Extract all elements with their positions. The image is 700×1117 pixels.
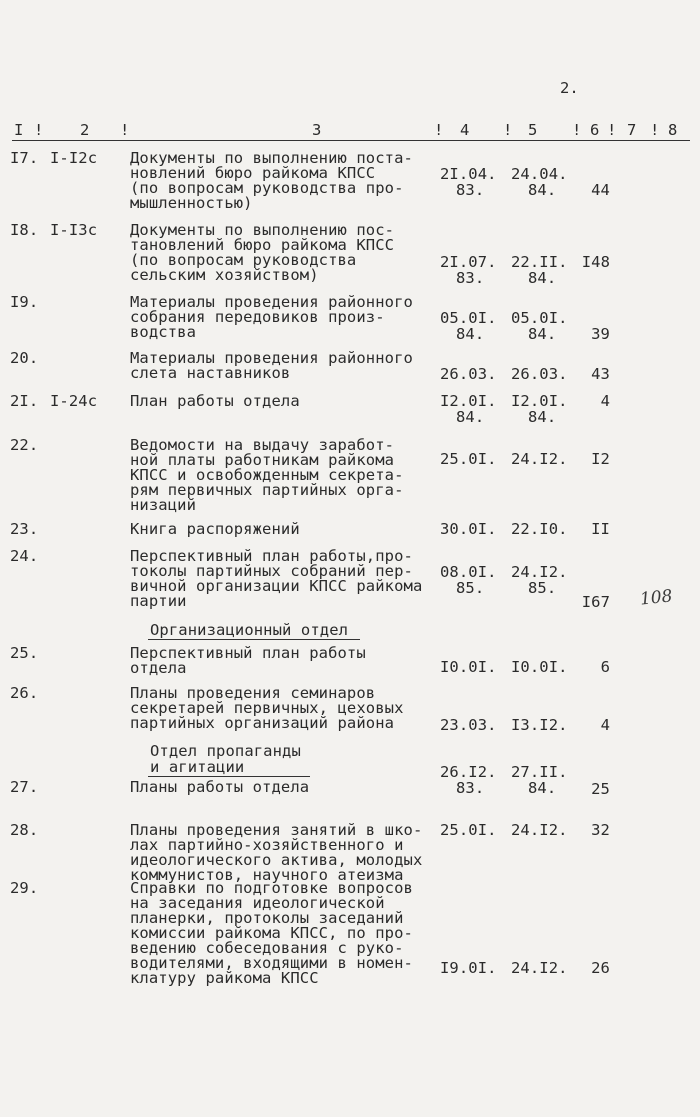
- row-title-line: (по вопросам руководства про-: [130, 179, 404, 197]
- sheet-count: 4: [600, 716, 610, 734]
- column-number-8: 8: [668, 121, 678, 139]
- row-title-line: ной платы работникам райкома: [130, 451, 395, 469]
- start-date: 85.: [456, 579, 485, 597]
- row-title-line: Справки по подготовке вопросов: [130, 879, 413, 897]
- row-title-line: водителями, входящими в номен-: [130, 954, 413, 972]
- row-title-line: Книга распоряжений: [130, 520, 300, 538]
- row-title-line: Перспективный план работы,про-: [130, 547, 413, 565]
- end-date: 24.I2.: [511, 821, 568, 839]
- row-title-line: Перспективный план работы: [130, 644, 366, 662]
- column-separator: !: [650, 121, 660, 139]
- row-title-line: лах партийно-хозяйственного и: [130, 836, 404, 854]
- row-title-line: Документы по выполнению поста-: [130, 149, 413, 167]
- header-underline: [12, 140, 690, 141]
- start-date: 2I.07.: [440, 253, 497, 271]
- handwritten-sheet-correction: 108: [639, 586, 674, 610]
- row-number: 20.: [10, 349, 39, 367]
- sheet-count: I2: [591, 450, 610, 468]
- row-number: I9.: [10, 293, 39, 311]
- end-date: 22.I0.: [511, 520, 568, 538]
- row-index: I-I2c: [50, 149, 98, 167]
- row-number: 24.: [10, 547, 39, 565]
- column-number-6: 6: [590, 121, 600, 139]
- section-underline: [148, 776, 310, 777]
- row-number: 27.: [10, 778, 39, 796]
- start-date: 83.: [456, 269, 485, 287]
- row-number: 28.: [10, 821, 39, 839]
- section-heading-organizational: Организационный отдел: [150, 621, 349, 639]
- section-underline: [148, 639, 360, 640]
- column-number-7: 7: [627, 121, 637, 139]
- row-title-line: партийных организаций района: [130, 714, 395, 732]
- column-number-3: 3: [312, 121, 322, 139]
- end-date: 27.II.: [511, 763, 568, 781]
- row-number: I8.: [10, 221, 39, 239]
- end-date: 24.I2.: [511, 959, 568, 977]
- end-date: 24.I2.: [511, 450, 568, 468]
- sheet-count: 44: [591, 181, 610, 199]
- column-number-4: 4: [460, 121, 470, 139]
- start-date: 83.: [456, 779, 485, 797]
- row-title-line: План работы отдела: [130, 392, 300, 410]
- end-date: 84.: [528, 408, 557, 426]
- start-date: 25.0I.: [440, 821, 497, 839]
- row-title-line: ведению собеседования с руко-: [130, 939, 404, 957]
- column-number-5: 5: [528, 121, 538, 139]
- column-separator: !: [434, 121, 444, 139]
- row-title-line: вичной организации КПСС райкома: [130, 577, 423, 595]
- start-date: 25.0I.: [440, 450, 497, 468]
- end-date: 84.: [528, 269, 557, 287]
- column-separator: !: [572, 121, 582, 139]
- row-title-line: Ведомости на выдачу заработ-: [130, 436, 395, 454]
- row-title-line: отдела: [130, 659, 187, 677]
- column-separator: !: [120, 121, 130, 139]
- row-title-line: Документы по выполнению пос-: [130, 221, 395, 239]
- end-date: 84.: [528, 325, 557, 343]
- start-date: I0.0I.: [440, 658, 497, 676]
- end-date: 84.: [528, 181, 557, 199]
- row-title-line: КПСС и освобожденным секрета-: [130, 466, 404, 484]
- sheet-count: I48: [581, 253, 610, 271]
- row-title-line: Планы работы отдела: [130, 778, 310, 796]
- page-number: 2.: [560, 79, 579, 97]
- row-title-line: комиссии райкома КПСС, по про-: [130, 924, 413, 942]
- end-date: I3.I2.: [511, 716, 568, 734]
- column-separator: !: [607, 121, 617, 139]
- row-title-line: Планы проведения семинаров: [130, 684, 376, 702]
- row-number: 22.: [10, 436, 39, 454]
- start-date: I9.0I.: [440, 959, 497, 977]
- row-title-line: планерки, протоколы заседаний: [130, 909, 404, 927]
- end-date: 05.0I.: [511, 309, 568, 327]
- start-date: I2.0I.: [440, 392, 497, 410]
- end-date: 26.03.: [511, 365, 568, 383]
- row-title-line: рям первичных партийных орга-: [130, 481, 404, 499]
- row-title-line: Материалы проведения районного: [130, 349, 413, 367]
- start-date: 83.: [456, 181, 485, 199]
- sheet-count: I67: [581, 593, 610, 611]
- row-title-line: токолы партийных собраний пер-: [130, 562, 413, 580]
- section-heading-agitation: и агитации: [150, 758, 245, 776]
- end-date: 84.: [528, 779, 557, 797]
- row-title-line: (по вопросам руководства: [130, 251, 357, 269]
- sheet-count: 26: [591, 959, 610, 977]
- row-title-line: сельским хозяйством): [130, 266, 319, 284]
- sheet-count: 4: [600, 392, 610, 410]
- section-heading-propaganda: Отдел пропаганды: [150, 742, 301, 760]
- start-date: 84.: [456, 325, 485, 343]
- sheet-count: 43: [591, 365, 610, 383]
- start-date: 05.0I.: [440, 309, 497, 327]
- sheet-count: 39: [591, 325, 610, 343]
- row-title-line: низаций: [130, 496, 197, 514]
- sheet-count: 25: [591, 780, 610, 798]
- start-date: 84.: [456, 408, 485, 426]
- sheet-count: 6: [600, 658, 610, 676]
- end-date: 85.: [528, 579, 557, 597]
- row-title-line: слета наставников: [130, 364, 291, 382]
- row-title-line: секретарей первичных, цеховых: [130, 699, 404, 717]
- row-number: I7.: [10, 149, 39, 167]
- start-date: 23.03.: [440, 716, 497, 734]
- end-date: I2.0I.: [511, 392, 568, 410]
- row-number: 29.: [10, 879, 39, 897]
- row-title-line: собрания передовиков произ-: [130, 308, 385, 326]
- row-title-line: Материалы проведения районного: [130, 293, 413, 311]
- start-date: 30.0I.: [440, 520, 497, 538]
- start-date: 08.0I.: [440, 563, 497, 581]
- start-date: 26.I2.: [440, 763, 497, 781]
- row-title-line: идеологического актива, молодых: [130, 851, 423, 869]
- end-date: 24.04.: [511, 165, 568, 183]
- start-date: 26.03.: [440, 365, 497, 383]
- row-number: 2I.: [10, 392, 39, 410]
- row-title-line: мышленностью): [130, 194, 253, 212]
- row-index: I-24c: [50, 392, 98, 410]
- sheet-count: 32: [591, 821, 610, 839]
- row-title-line: новлений бюро райкома КПСС: [130, 164, 376, 182]
- row-number: 23.: [10, 520, 39, 538]
- column-number-2: 2: [80, 121, 90, 139]
- end-date: I0.0I.: [511, 658, 568, 676]
- row-number: 26.: [10, 684, 39, 702]
- end-date: 24.I2.: [511, 563, 568, 581]
- start-date: 2I.04.: [440, 165, 497, 183]
- row-index: I-I3c: [50, 221, 98, 239]
- end-date: 22.II.: [511, 253, 568, 271]
- row-title-line: тановлений бюро райкома КПСС: [130, 236, 395, 254]
- row-title-line: партии: [130, 592, 187, 610]
- column-separator: !: [503, 121, 513, 139]
- sheet-count: II: [591, 520, 610, 538]
- row-number: 25.: [10, 644, 39, 662]
- column-separator: !: [34, 121, 44, 139]
- row-title-line: на заседания идеологической: [130, 894, 385, 912]
- row-title-line: клатуру райкома КПСС: [130, 969, 319, 987]
- row-title-line: коммунистов, научного атеизма: [130, 866, 404, 884]
- row-title-line: водства: [130, 323, 197, 341]
- row-title-line: Планы проведения занятий в шко-: [130, 821, 423, 839]
- column-number-1: I: [14, 121, 24, 139]
